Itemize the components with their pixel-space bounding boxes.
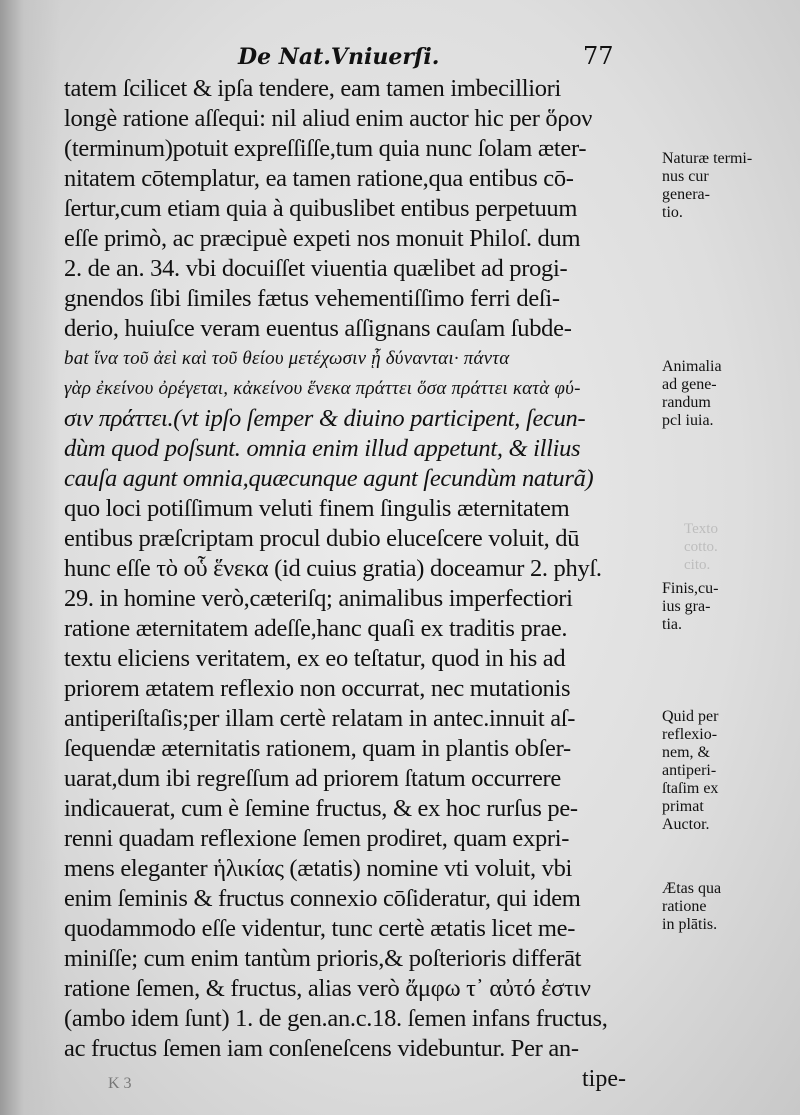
text-line: ac fructus ſemen iam conſeneſcens videbuntur. Per an- — [64, 1035, 579, 1062]
text-line: uarat,dum ibi regreſſum ad priorem ſtatum occurrere — [64, 765, 561, 792]
text-line: gnendos ſibi ſimiles fætus vehementiſſimo ferri deſi- — [64, 285, 560, 312]
running-head: De Nat.Vniuerſi. — [238, 44, 440, 70]
margin-note: Finis,cu- ius gra- tia. — [662, 580, 719, 633]
margin-note: Ætas qua ratione in plātis. — [662, 880, 722, 933]
catchword: tipe- — [582, 1066, 626, 1092]
text-line: antiperiſtaſis;per illam certè relatam in antec.innuit aſ- — [64, 705, 576, 732]
signature-mark: K 3 — [108, 1075, 132, 1092]
text-line: bat ἵνα τοῦ ἀεὶ καὶ τοῦ θείου μετέχωσιν ᾗ δύνανται· πάντα — [64, 348, 510, 369]
text-line: entibus præſcriptam procul dubio eluceſcere voluit, dū — [64, 525, 580, 552]
text-line: longè ratione aſſequi: nil aliud enim auctor hic per ὅρον — [64, 105, 593, 132]
main-text-block — [64, 74, 652, 1064]
text-line: ſertur,cum etiam quia à quibuslibet entibus perpetuum — [64, 195, 578, 222]
text-line: (ambo idem ſunt) 1. de gen.an.c.18. ſemen infans fructus, — [64, 1005, 608, 1032]
text-line: dùm quod poſsunt. omnia enim illud appetunt, & illius — [64, 435, 581, 462]
margin-note: Naturæ termi- nus cur genera- tio. — [662, 150, 753, 221]
text-line: tatem ſcilicet & ipſa tendere, eam tamen imbecilliori — [64, 75, 562, 102]
text-line: γὰρ ἐκείνου ὀρέγεται, κἀκείνου ἕνεκα πράττει ὅσα πράττει κατὰ φύ- — [64, 378, 581, 399]
text-line: (terminum)potuit expreſſiſſe,tum quia nunc ſolam æter- — [64, 135, 587, 162]
text-line: textu eliciens veritatem, ex eo teſtatur, quod in his ad — [64, 645, 566, 672]
text-line: ratione ſemen, & fructus, alias verò ἄμφω τ᾽ αὐτό ἐστιν — [64, 975, 591, 1002]
page-number: 77 — [583, 42, 614, 70]
text-line: quo loci potiſſimum veluti finem ſingulis æternitatem — [64, 495, 570, 522]
text-line: σιν πράττει.(vt ipſo ſemper & diuino participent, ſecun- — [64, 405, 586, 432]
margin-note: Animalia ad gene- randum pcl iuia. — [662, 358, 722, 429]
text-line: 2. de an. 34. vbi docuiſſet viuentia quælibet ad progi- — [64, 255, 568, 282]
text-line: cauſa agunt omnia,quæcunque agunt ſecundùm naturã) — [64, 465, 594, 492]
text-line: 29. in homine verò,cæteriſq; animalibus imperfectiori — [64, 585, 573, 612]
text-line: priorem ætatem reflexio non occurrat, nec mutationis — [64, 675, 571, 702]
text-line: mens eleganter ἡλικίας (ætatis) nomine vti voluit, vbi — [64, 855, 573, 882]
text-line: enim ſeminis & fructus connexio cōſideratur, qui idem — [64, 885, 581, 912]
text-line: eſſe primò, ac præcipuè expeti nos monuit Philoſ. dum — [64, 225, 581, 252]
text-line: hunc eſſe τὸ οὗ ἕνεκα (id cuius gratia) doceamur 2. phyſ. — [64, 555, 602, 582]
page-gutter-shadow — [0, 0, 60, 1115]
text-line: quodammodo eſſe videntur, tunc certè ætatis licet me- — [64, 915, 576, 942]
text-line: nitatem cōtemplatur, ea tamen ratione,qua entibus cō- — [64, 165, 574, 192]
text-line: renni quadam reflexione ſemen prodiret, quam expri- — [64, 825, 570, 852]
faint-bleedthrough-note: Texto cotto. cito. — [684, 521, 718, 573]
margin-notes-column — [658, 0, 798, 1115]
text-line: derio, huiuſce veram euentus aſſignans cauſam ſubde- — [64, 315, 572, 342]
text-line: ratione æternitatem adeſſe,hanc quaſi ex traditis prae. — [64, 615, 568, 642]
margin-note: Quid per reflexio- nem, & antiperi- ſtaſim ex primat Auctor. — [662, 708, 719, 833]
text-line: miniſſe; cum enim tantùm prioris,& poſterioris differāt — [64, 945, 582, 972]
text-line: ſequendæ æternitatis rationem, quam in plantis obſer- — [64, 735, 571, 762]
text-line: indicauerat, cum è ſemine fructus, & ex hoc rurſus pe- — [64, 795, 578, 822]
